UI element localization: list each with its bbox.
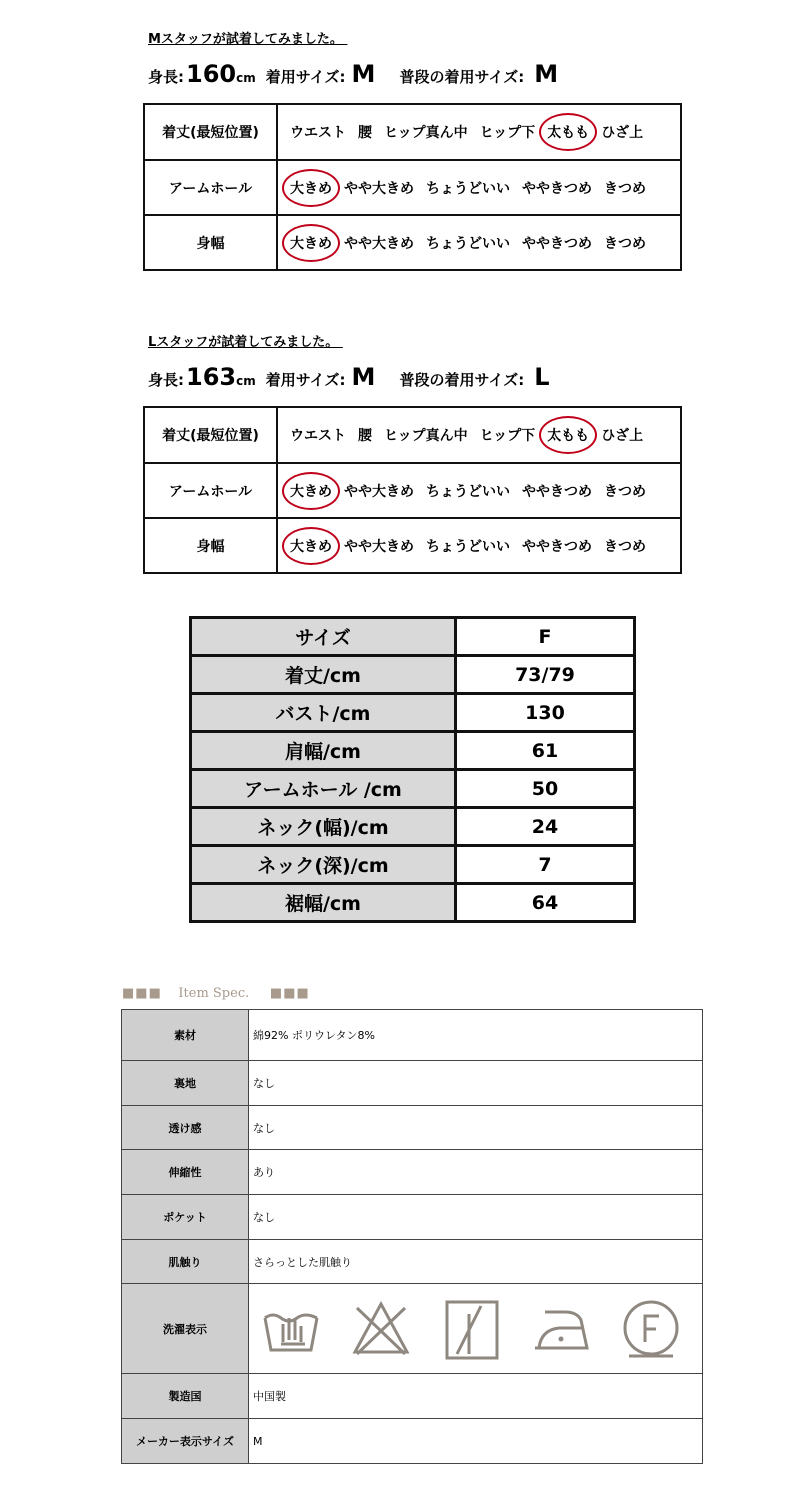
do-not-bleach-icon: [351, 1298, 411, 1360]
item-spec-title: Item Spec.: [178, 986, 250, 1001]
spec-value: なし: [249, 1195, 703, 1240]
spec-key: 透け感: [122, 1106, 249, 1150]
fit-option: ヒップ下: [479, 428, 536, 444]
fit-row: [145, 214, 680, 269]
fit-option: ヒップ真ん中: [384, 428, 468, 444]
fit-row-label: アームホール: [145, 161, 278, 214]
height-value: 163: [186, 363, 237, 391]
usual-size-value: M: [534, 60, 559, 88]
fit-option-selected: 太もも: [547, 425, 589, 445]
dry-clean-f-icon: [621, 1298, 681, 1360]
spec-value: M: [249, 1419, 703, 1464]
fit-option: 腰: [358, 125, 372, 141]
size-table: [189, 616, 636, 923]
fit-option: きつめ: [604, 483, 646, 500]
height-unit: cm: [236, 71, 256, 85]
fit-option: ひざ上: [601, 125, 644, 141]
spec-key: 製造国: [122, 1374, 249, 1419]
size-row: [191, 694, 635, 732]
staff-m-info: [148, 60, 558, 88]
fit-option: ややきつめ: [522, 235, 592, 252]
fit-row-label: アームホール: [145, 464, 278, 517]
fit-option: やや大きめ: [344, 483, 414, 500]
fit-option: ヒップ下: [479, 125, 536, 141]
fit-option: やや大きめ: [344, 538, 414, 555]
size-row-label: アームホール /cm: [191, 770, 456, 808]
fit-option-selected: 大きめ: [290, 178, 332, 198]
hand-wash-icon: [261, 1298, 321, 1360]
fit-option: ちょうどいい: [426, 180, 510, 197]
size-row-value: 73/79: [456, 656, 635, 694]
spec-row: [122, 1061, 703, 1106]
fit-option: ややきつめ: [522, 538, 592, 555]
spec-row: [122, 1419, 703, 1464]
spec-key: 肌触り: [122, 1240, 249, 1284]
spec-value: 中国製: [249, 1374, 703, 1419]
staff-m-fit-table: [143, 103, 682, 271]
fit-row: [145, 462, 680, 517]
fit-row-label: 身幅: [145, 216, 278, 269]
spec-key: メーカー表示サイズ: [122, 1419, 249, 1464]
fit-option: やや大きめ: [344, 180, 414, 197]
size-row-value: 7: [456, 846, 635, 884]
spec-key: 洗濯表示: [122, 1284, 249, 1374]
wear-size-value: M: [351, 363, 376, 391]
fit-option-selected: 大きめ: [290, 481, 332, 501]
fit-row-label: 着丈(最短位置): [145, 408, 278, 462]
size-row: [191, 808, 635, 846]
fit-option: ウエスト: [290, 428, 346, 444]
wear-size-value: M: [351, 60, 376, 88]
size-row-value: F: [456, 618, 635, 656]
size-row-label: 着丈/cm: [191, 656, 456, 694]
fit-row: [145, 159, 680, 214]
height-unit: cm: [236, 374, 256, 388]
fit-option-selected: 大きめ: [290, 233, 332, 253]
spec-row: [122, 1010, 703, 1061]
spec-row: [122, 1284, 703, 1374]
usual-size-label: 普段の着用サイズ:: [399, 68, 525, 86]
fit-row-options: [278, 408, 680, 462]
size-row-value: 50: [456, 770, 635, 808]
size-row-value: 61: [456, 732, 635, 770]
height-label: 身長:: [148, 371, 184, 389]
item-spec-table: [121, 1009, 703, 1464]
fit-option: ちょうどいい: [426, 483, 510, 500]
spec-row: [122, 1374, 703, 1419]
heading-squares-left: ■■■: [122, 986, 162, 1001]
fit-row: [145, 105, 680, 159]
spec-value: 綿92% ポリウレタン8%: [249, 1010, 703, 1061]
fit-option: ややきつめ: [522, 483, 592, 500]
care-icons: [253, 1298, 702, 1360]
wear-size-label: 着用サイズ:: [265, 68, 346, 86]
spec-key: ポケット: [122, 1195, 249, 1240]
staff-l-title: Lスタッフが試着してみました。: [148, 335, 343, 350]
fit-row-options: [278, 464, 680, 517]
fit-row-label: 身幅: [145, 519, 278, 572]
spec-value: なし: [249, 1106, 703, 1150]
usual-size-value: L: [534, 363, 550, 391]
fit-option: ちょうどいい: [426, 538, 510, 555]
staff-m-title: Mスタッフが試着してみました。: [148, 32, 348, 47]
spec-value: [249, 1284, 703, 1374]
fit-option: やや大きめ: [344, 235, 414, 252]
staff-l-fit-table: [143, 406, 682, 574]
fit-option: ウエスト: [290, 125, 346, 141]
size-row-label: 肩幅/cm: [191, 732, 456, 770]
size-row-value: 24: [456, 808, 635, 846]
fit-option: きつめ: [604, 235, 646, 252]
size-row: [191, 656, 635, 694]
size-row: [191, 884, 635, 922]
spec-value: あり: [249, 1150, 703, 1195]
spec-row: [122, 1240, 703, 1284]
spec-row: [122, 1195, 703, 1240]
size-row-label: ネック(幅)/cm: [191, 808, 456, 846]
spec-key: 伸縮性: [122, 1150, 249, 1195]
fit-row: [145, 517, 680, 572]
staff-l-info: [148, 363, 550, 391]
size-row-label: サイズ: [191, 618, 456, 656]
fit-row-options: [278, 105, 680, 159]
size-row-label: ネック(深)/cm: [191, 846, 456, 884]
fit-option: ヒップ真ん中: [384, 125, 468, 141]
fit-row-options: [278, 216, 680, 269]
size-row: [191, 770, 635, 808]
fit-option: ひざ上: [601, 428, 644, 444]
usual-size-label: 普段の着用サイズ:: [399, 371, 525, 389]
height-value: 160: [186, 60, 237, 88]
fit-row-label: 着丈(最短位置): [145, 105, 278, 159]
size-row: [191, 732, 635, 770]
fit-row-options: [278, 161, 680, 214]
spec-value: さらっとした肌触り: [249, 1240, 703, 1284]
height-label: 身長:: [148, 68, 184, 86]
spec-row: [122, 1106, 703, 1150]
size-row-label: 裾幅/cm: [191, 884, 456, 922]
size-row: [191, 618, 635, 656]
spec-key: 素材: [122, 1010, 249, 1061]
fit-option-selected: 大きめ: [290, 536, 332, 556]
fit-option: ややきつめ: [522, 180, 592, 197]
heading-squares-right: ■■■: [269, 986, 310, 1001]
fit-option: きつめ: [604, 538, 646, 555]
size-row: [191, 846, 635, 884]
line-dry-icon: [441, 1298, 501, 1360]
item-spec-heading: [122, 986, 310, 1001]
size-row-value: 64: [456, 884, 635, 922]
fit-option: ちょうどいい: [426, 235, 510, 252]
spec-key: 裏地: [122, 1061, 249, 1106]
wear-size-label: 着用サイズ:: [265, 371, 346, 389]
fit-row-options: [278, 519, 680, 572]
fit-option-selected: 太もも: [547, 122, 589, 142]
fit-option: 腰: [358, 428, 372, 444]
size-row-value: 130: [456, 694, 635, 732]
fit-row: [145, 408, 680, 462]
fit-option: きつめ: [604, 180, 646, 197]
spec-value: なし: [249, 1061, 703, 1106]
spec-row: [122, 1150, 703, 1195]
size-row-label: バスト/cm: [191, 694, 456, 732]
low-iron-icon: [531, 1298, 591, 1360]
